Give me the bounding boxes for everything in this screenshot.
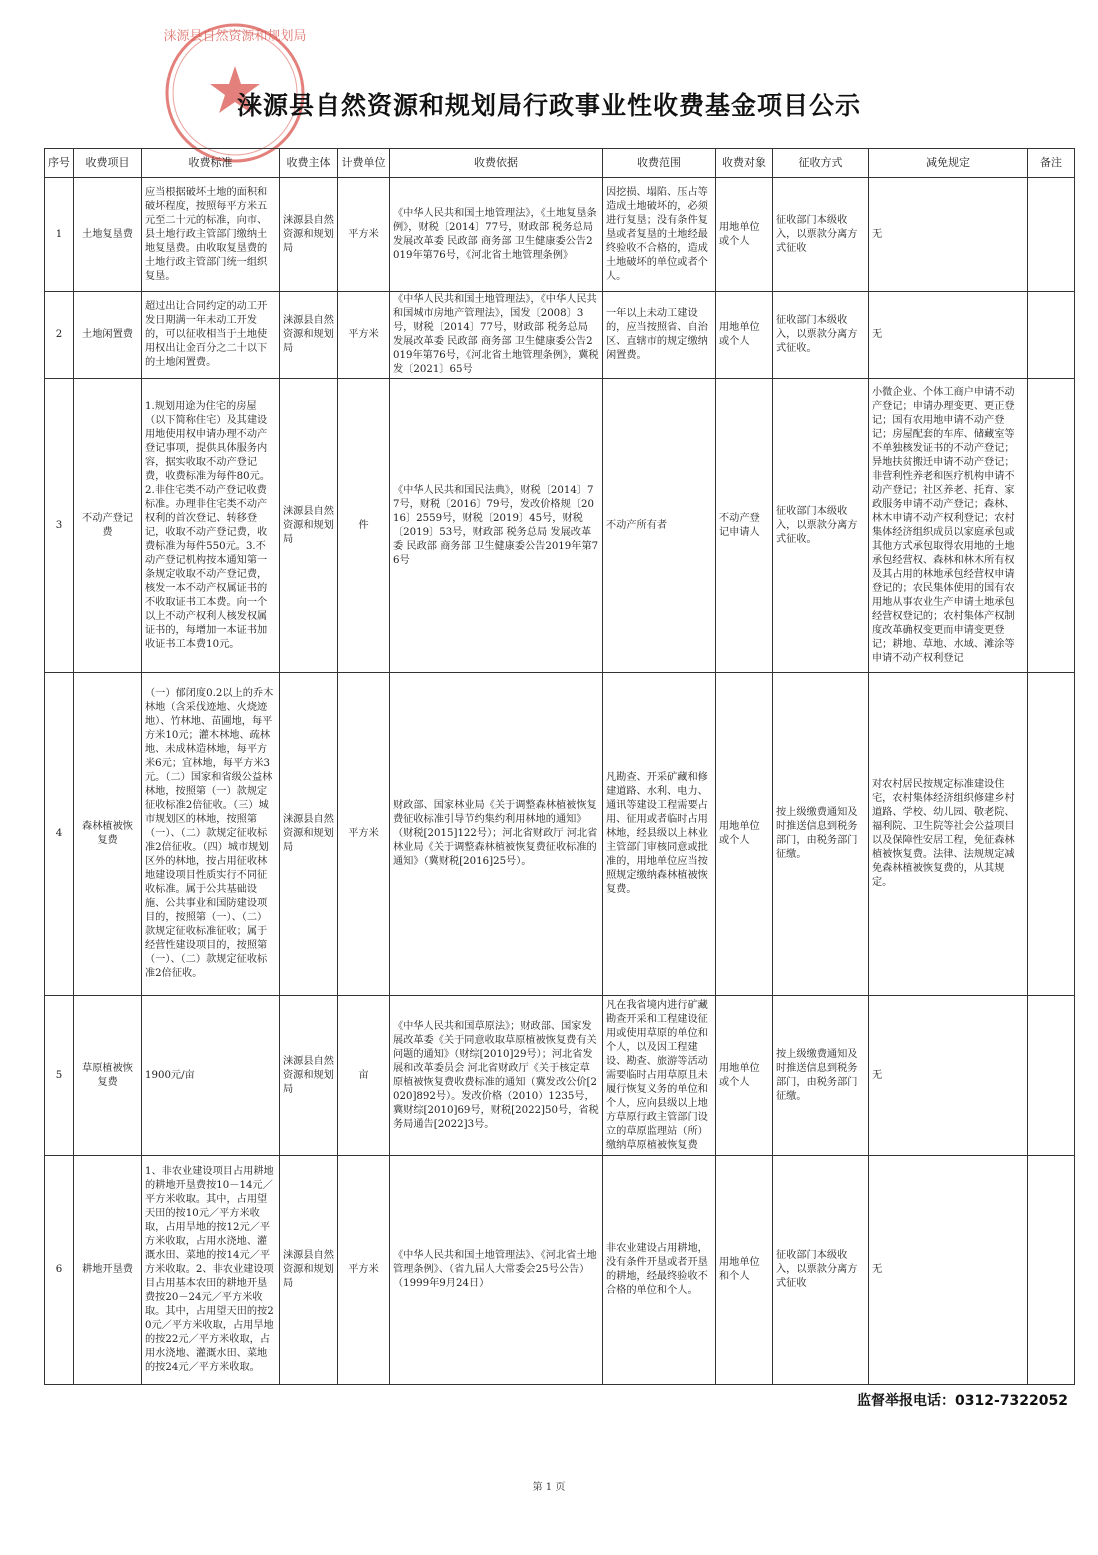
cell-entity: 涞源县自然资源和规划局 xyxy=(280,292,338,379)
cell-method: 征收部门本级收入，以票款分离方式征收 xyxy=(773,178,869,292)
cell-standard: 1900元/亩 xyxy=(142,996,280,1156)
cell-note xyxy=(1028,178,1075,292)
cell-no: 2 xyxy=(45,292,74,379)
cell-target: 用地单位或个人 xyxy=(716,178,773,292)
cell-basis: 《中华人民共和国土地管理法》，《中华人民共和国城市房地产管理法》，国发〔2008〕3号，财税〔2014〕77号，财政部 税务总局 发展改革委 民政部 商务部 卫生健康委公告2019年第76号，《河北省土地管理条例》，冀税发〔2021〕65号 xyxy=(390,292,603,379)
cell-item: 土地复垦费 xyxy=(74,178,142,292)
table-header-row xyxy=(45,149,1075,178)
cell-scope: 不动产所有者 xyxy=(603,379,716,673)
cell-unit: 件 xyxy=(338,379,390,673)
header-basis: 收费依据 xyxy=(390,149,603,178)
header-unit: 计费单位 xyxy=(338,149,390,178)
cell-item: 土地闲置费 xyxy=(74,292,142,379)
cell-basis: 财政部、国家林业局《关于调整森林植被恢复费征收标准引导节约集约利用林地的通知》（财税[2015]122号）；河北省财政厅 河北省林业局《关于调整森林植被恢复费征收标准的通知》（冀财税[2016]25号）。 xyxy=(390,673,603,996)
cell-target: 用地单位和个人 xyxy=(716,1156,773,1385)
table-row xyxy=(45,996,1075,1156)
cell-unit: 平方米 xyxy=(338,1156,390,1385)
cell-item: 草原植被恢复费 xyxy=(74,996,142,1156)
seal-text: 涞源县自然资源和规划局 xyxy=(163,29,307,44)
header-entity: 收费主体 xyxy=(280,149,338,178)
cell-scope: 凡在我省境内进行矿藏勘查开采和工程建设征用或使用草原的单位和个人，以及因工程建设、勘查、旅游等活动需要临时占用草原且未履行恢复义务的单位和个人，应向县级以上地方草原行政主管部门设立的草原监理站（所）缴纳草原植被恢复费 xyxy=(603,996,716,1156)
cell-exemption: 无 xyxy=(869,292,1028,379)
header-method: 征收方式 xyxy=(773,149,869,178)
cell-entity: 涞源县自然资源和规划局 xyxy=(280,1156,338,1385)
cell-entity: 涞源县自然资源和规划局 xyxy=(280,673,338,996)
supervision-hotline: 监督举报电话：0312-7322052 xyxy=(857,1393,1068,1409)
cell-entity: 涞源县自然资源和规划局 xyxy=(280,379,338,673)
cell-exemption: 无 xyxy=(869,1156,1028,1385)
cell-basis: 《中华人民共和国土地管理法》，《土地复垦条例》，财税〔2014〕77号，财政部 税务总局 发展改革委 民政部 商务部 卫生健康委公告2019年第76号，《河北省土地管理条例》 xyxy=(390,178,603,292)
page-number: 第 1 页 xyxy=(532,1482,566,1493)
cell-exemption: 对农村居民按规定标准建设住宅，农村集体经济组织修建乡村道路、学校、幼儿园、敬老院、福利院、卫生院等社会公益项目以及保障性安居工程，免征森林植被恢复费。法律、法规规定减免森林植被恢复费的，从其规定。 xyxy=(869,673,1028,996)
cell-exemption: 小微企业、个体工商户申请不动产登记；申请办理变更、更正登记；国有农用地申请不动产登记；房屋配套的车库、储藏室等不单独核发证书的不动产登记；异地扶贫搬迁申请不动产登记；非营利性养老和医疗机构申请不动产登记；社区养老、托育、家政服务申请不动产登记；森林、林木申请不动产权利登记；农村集体经济组织成员以家庭承包或其他方式承包取得农用地的土地承包经营权、森林和林木所有权及其占用的林地承包经营权申请登记的；农民集体使用的国有农用地从事农业生产申请土地承包经营权登记的；农村集体产权制度改革确权变更而申请变更登记；耕地、草地、水域、滩涂等申请不动产权利登记 xyxy=(869,379,1028,673)
cell-target: 不动产登记申请人 xyxy=(716,379,773,673)
cell-no: 5 xyxy=(45,996,74,1156)
cell-note xyxy=(1028,996,1075,1156)
fee-table xyxy=(44,148,1075,1385)
table-row xyxy=(45,292,1075,379)
cell-scope: 非农业建设占用耕地，没有条件开垦或者开垦的耕地，经最终验收不合格的单位和个人。 xyxy=(603,1156,716,1385)
cell-note xyxy=(1028,292,1075,379)
cell-entity: 涞源县自然资源和规划局 xyxy=(280,178,338,292)
header-note: 备注 xyxy=(1028,149,1075,178)
cell-no: 1 xyxy=(45,178,74,292)
cell-standard: 应当根据破坏土地的面积和破坏程度，按照每平方米五元至二十元的标准，向市、县土地行政主管部门缴纳土地复垦费。由收取复垦费的土地行政主管部门统一组织复垦。 xyxy=(142,178,280,292)
cell-target: 用地单位或个人 xyxy=(716,292,773,379)
header-standard: 收费标准 xyxy=(142,149,280,178)
cell-unit: 平方米 xyxy=(338,292,390,379)
cell-scope: 因挖损、塌陷、压占等造成土地破坏的，必须进行复垦；没有条件复垦或者复垦的土地经最终验收不合格的，造成土地破坏的单位或者个人。 xyxy=(603,178,716,292)
cell-standard: 1.规划用途为住宅的房屋（以下简称住宅）及其建设用地使用权申请办理不动产登记事项，提供具体服务内容，据实收取不动产登记费，收费标准为每件80元。2.非住宅类不动产登记收费标准。办理非住宅类不动产权利的首次登记、转移登记，收取不动产登记费，收费标准为每件550元。3.不动产登记机构按本通知第一条规定收取不动产登记费，核发一本不动产权属证书的不收取证书工本费。向一个以上不动产权利人核发权属证书的，每增加一本证书加收证书工本费10元。 xyxy=(142,379,280,673)
cell-item: 森林植被恢复费 xyxy=(74,673,142,996)
cell-no: 4 xyxy=(45,673,74,996)
cell-basis: 《中华人民共和国土地管理法》、《河北省土地管理条例》、（省九届人大常委会25号公告）（1999年9月24日） xyxy=(390,1156,603,1385)
cell-note xyxy=(1028,379,1075,673)
cell-method: 按上级缴费通知及时推送信息到税务部门，由税务部门征缴。 xyxy=(773,673,869,996)
cell-item: 不动产登记费 xyxy=(74,379,142,673)
cell-standard: （一）郁闭度0.2以上的乔木林地（含采伐迹地、火烧迹地）、竹林地、苗圃地，每平方米10元；灌木林地、疏林地、未成林造林地，每平方米6元；宜林地，每平方米3元。（二）国家和省级公益林林地，按照第（一）款规定征收标准2倍征收。（三）城市规划区的林地，按照第（一）、（二）款规定征收标准2倍征收。（四）城市规划区外的林地，按占用征收林地建设项目性质实行不同征收标准。属于公共基础设施、公共事业和国防建设项目的，按照第（一）、（二）款规定征收标准征收；属于经营性建设项目的，按照第（一）、（二）款规定征收标准2倍征收。 xyxy=(142,673,280,996)
cell-scope: 凡勘查、开采矿藏和修建道路、水利、电力、通讯等建设工程需要占用、征用或者临时占用林地，经县级以上林业主管部门审核同意或批准的，用地单位应当按照规定缴纳森林植被恢复费。 xyxy=(603,673,716,996)
cell-method: 征收部门本级收入，以票款分离方式征收。 xyxy=(773,379,869,673)
document-title: 涞源县自然资源和规划局行政事业性收费基金项目公示 xyxy=(236,91,861,120)
cell-unit: 亩 xyxy=(338,996,390,1156)
header-exemption: 减免规定 xyxy=(869,149,1028,178)
cell-basis: 《中华人民共和国草原法》；财政部、国家发展改革委《关于同意收取草原植被恢复费有关问题的通知》（财综[2010]29号）；河北省发展和改革委员会 河北省财政厅《关于核定草原植被恢复费收费标准的通知（冀发改公价[2020]892号）。发改价格（2010）1235号，冀财综[2010]69号，财税[2022]50号，省税务局通告[2022]3号。 xyxy=(390,996,603,1156)
cell-standard: 超过出让合同约定的动工开发日期满一年未动工开发的，可以征收相当于土地使用权出让金百分之二十以下的土地闲置费。 xyxy=(142,292,280,379)
cell-no: 3 xyxy=(45,379,74,673)
table-row xyxy=(45,178,1075,292)
cell-target: 用地单位或个人 xyxy=(716,996,773,1156)
cell-item: 耕地开垦费 xyxy=(74,1156,142,1385)
cell-method: 按上级缴费通知及时推送信息到税务部门，由税务部门征缴。 xyxy=(773,996,869,1156)
cell-entity: 涞源县自然资源和规划局 xyxy=(280,996,338,1156)
cell-exemption: 无 xyxy=(869,178,1028,292)
header-target: 收费对象 xyxy=(716,149,773,178)
header-scope: 收费范围 xyxy=(603,149,716,178)
header-no: 序号 xyxy=(45,149,74,178)
cell-basis: 《中华人民共和国民法典》，财税〔2014〕77号，财税〔2016〕79号，发改价格规〔2016〕2559号，财税〔2019〕45号，财税〔2019〕53号，财政部 税务总局 发展改革委 民政部 商务部 卫生健康委公告2019年第76号 xyxy=(390,379,603,673)
header-item: 收费项目 xyxy=(74,149,142,178)
cell-target: 用地单位或个人 xyxy=(716,673,773,996)
cell-unit: 平方米 xyxy=(338,178,390,292)
cell-note xyxy=(1028,1156,1075,1385)
cell-method: 征收部门本级收入，以票款分离方式征收 xyxy=(773,1156,869,1385)
cell-standard: 1、非农业建设项目占用耕地的耕地开垦费按10－14元／平方米收取。其中，占用望天田的按10元／平方米收取，占用旱地的按12元／平方米收取，占用水浇地、灌溉水田、菜地的按14元／平方米收取。2、非农业建设项目占用基本农田的耕地开垦费按20－24元／平方米收取。其中，占用望天田的按20元／平方米收取，占用旱地的按22元／平方米收取，占用水浇地、灌溉水田、菜地的按24元／平方米收取。 xyxy=(142,1156,280,1385)
cell-scope: 一年以上未动工建设的，应当按照省、自治区、直辖市的规定缴纳闲置费。 xyxy=(603,292,716,379)
table-row xyxy=(45,379,1075,673)
cell-method: 征收部门本级收入，以票款分离方式征收。 xyxy=(773,292,869,379)
cell-unit: 平方米 xyxy=(338,673,390,996)
cell-exemption: 无 xyxy=(869,996,1028,1156)
cell-note xyxy=(1028,673,1075,996)
table-row xyxy=(45,673,1075,996)
table-row xyxy=(45,1156,1075,1385)
cell-no: 6 xyxy=(45,1156,74,1385)
